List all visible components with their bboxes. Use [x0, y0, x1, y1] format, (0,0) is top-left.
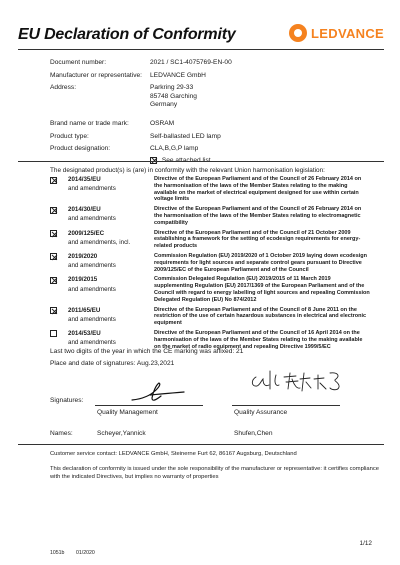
directive-description: Directive of the European Parliament and of the Council of 8 June 2011 on the restriction of the use of certain hazardous substances in electrical and electronic equipment	[154, 306, 367, 327]
name-left: Scheyer,Yannick	[97, 430, 146, 437]
place-date-line: Place and date of signatures: Aug.23,2021	[50, 360, 175, 367]
product-info	[50, 59, 370, 166]
directive-description: Directive of the European Parliament and of the Council of 21 October 2009 establishing a framework for the setting of ecodesign requirements for energy-related products	[154, 229, 361, 250]
product-type: Self-ballasted LED lamp	[150, 132, 221, 140]
directive-row	[50, 230, 370, 250]
directive-checkbox	[50, 230, 57, 237]
form-code: 1051b	[50, 550, 65, 556]
directive-description: Directive of the European Parliament and of the Council of 16 April 2014 on the harmonisation of the laws of the Member States relating to the making available on the market of radio equipment and repealing Directive 1999/5/EC	[154, 329, 363, 350]
info-row-address: Address: Parkring 29-33 85748 Garching Germany	[50, 84, 370, 110]
page-header	[18, 18, 384, 48]
product-designation: CLA,B,G,P lamp	[150, 145, 199, 153]
directive-description: Directive of the European Parliament and of the Council of 26 February 2014 on the harmonisation of the laws of the Member States relating to the making available on the market of electrical equipment designed for use within certain voltage limits	[154, 176, 362, 203]
role-quality-assurance: Quality Assurance	[234, 409, 288, 416]
directive-code: 2011/65/EU	[68, 306, 101, 314]
directive-row	[50, 176, 370, 203]
directive-description: Commission Regulation (EU) 2019/2020 of 1 October 2019 laying down ecodesign requirements for light sources and separate control gears pursuant to Directive 2009/125/EC of the European Parliament and of the Council	[154, 252, 368, 273]
customer-service-contact: Customer service contact: LEDVANCE GmbH, Steinerne Furt 62, 86167 Augsburg, Deutschland	[50, 451, 297, 457]
name-right: Shufen,Chen	[234, 430, 273, 437]
ledvance-logo	[289, 24, 384, 42]
section-rule	[18, 161, 384, 162]
page-number: 1/12	[359, 540, 372, 547]
directive-amendments: and amendments	[68, 339, 116, 347]
directive-description: Directive of the European Parliament and of the Council of 26 February 2014 on the harmonisation of the laws of the Member States relating to electromagnetic compatibility	[154, 206, 362, 226]
directive-checkbox	[50, 177, 57, 184]
directive-code: 2014/35/EU	[68, 176, 101, 183]
header-rule	[18, 49, 384, 50]
directive-code: 2019/2015	[68, 276, 98, 284]
directive-checkbox	[50, 307, 57, 314]
directive-code: 2009/125/EC	[68, 229, 105, 237]
page-title: EU Declaration of Conformity	[18, 26, 236, 43]
directive-amendments: and amendments	[68, 262, 116, 270]
ledvance-logo-icon	[289, 24, 307, 42]
signatures-label: Signatures:	[50, 397, 84, 404]
directive-amendments: and amendments, incl.	[68, 238, 131, 246]
directive-row	[50, 206, 370, 226]
address: Parkring 29-33 85748 Garching Germany	[150, 84, 197, 109]
signature-line-right	[232, 405, 340, 406]
directive-description: Commission Delegated Regulation (EU) 2019/2015 of 11 March 2019 supplementing Regulation (EU) 2017/1369 of the European Parliament and of the Council with regard to energy labelling of light sources and repealing Commission Delegated Regulation (EU) No 874/2012	[154, 276, 370, 303]
directive-amendments: and amendments	[68, 285, 116, 293]
directive-checkbox	[50, 330, 57, 337]
info-row-manufacturer: Manufacturer or representative: LEDVANCE GmbH	[50, 72, 370, 81]
directive-checkbox	[50, 207, 57, 214]
directive-checkbox	[50, 277, 57, 284]
signature-line-left	[95, 405, 203, 406]
role-quality-management: Quality Management	[97, 409, 158, 416]
form-date: 01/2020	[76, 550, 95, 556]
ce-marking-line: Last two digits of the year in which the CE marking was affixed: 21	[50, 348, 244, 355]
directive-row	[50, 276, 370, 303]
logo-text: LEDVANCE	[311, 25, 384, 41]
info-row-product-type: Product type: Self-ballasted LED lamp	[50, 133, 370, 142]
document-number: 2021 / SC1-4075769-EN-00	[150, 59, 232, 66]
info-row-document-number: Document number: 2021 / SC1-4075769-EN-00	[50, 59, 370, 68]
footer-rule	[18, 444, 384, 445]
directive-amendments: and amendments	[68, 185, 116, 193]
info-row-product-designation: Product designation: CLA,B,G,P lamp	[50, 145, 370, 154]
brand: OSRAM	[150, 119, 175, 127]
manufacturer: LEDVANCE GmbH	[150, 71, 206, 79]
disclaimer-text: This declaration of conformity is issued under the sole responsibility of the manufacturer or representative: it certifies compliance with the indicated Directives, but implies no warranty of properties	[50, 466, 379, 480]
directive-amendments: and amendments	[68, 315, 116, 323]
info-row-brand: Brand name or trade mark: OSRAM	[50, 120, 370, 129]
directive-code: 2014/53/EU	[68, 329, 101, 337]
directive-code: 2019/2020	[68, 252, 98, 260]
directive-row	[50, 307, 370, 327]
directive-code: 2014/30/EU	[68, 206, 101, 214]
names-label: Names:	[50, 430, 73, 437]
directives-list	[50, 176, 370, 353]
directive-amendments: and amendments	[68, 215, 116, 223]
directive-row	[50, 253, 370, 273]
quality-management-signature	[128, 380, 188, 406]
quality-assurance-signature	[248, 367, 358, 397]
legislation-intro: The designated product(s) is (are) in conformity with the relevant Union harmonisation legislation:	[50, 167, 325, 174]
directive-checkbox	[50, 253, 57, 260]
